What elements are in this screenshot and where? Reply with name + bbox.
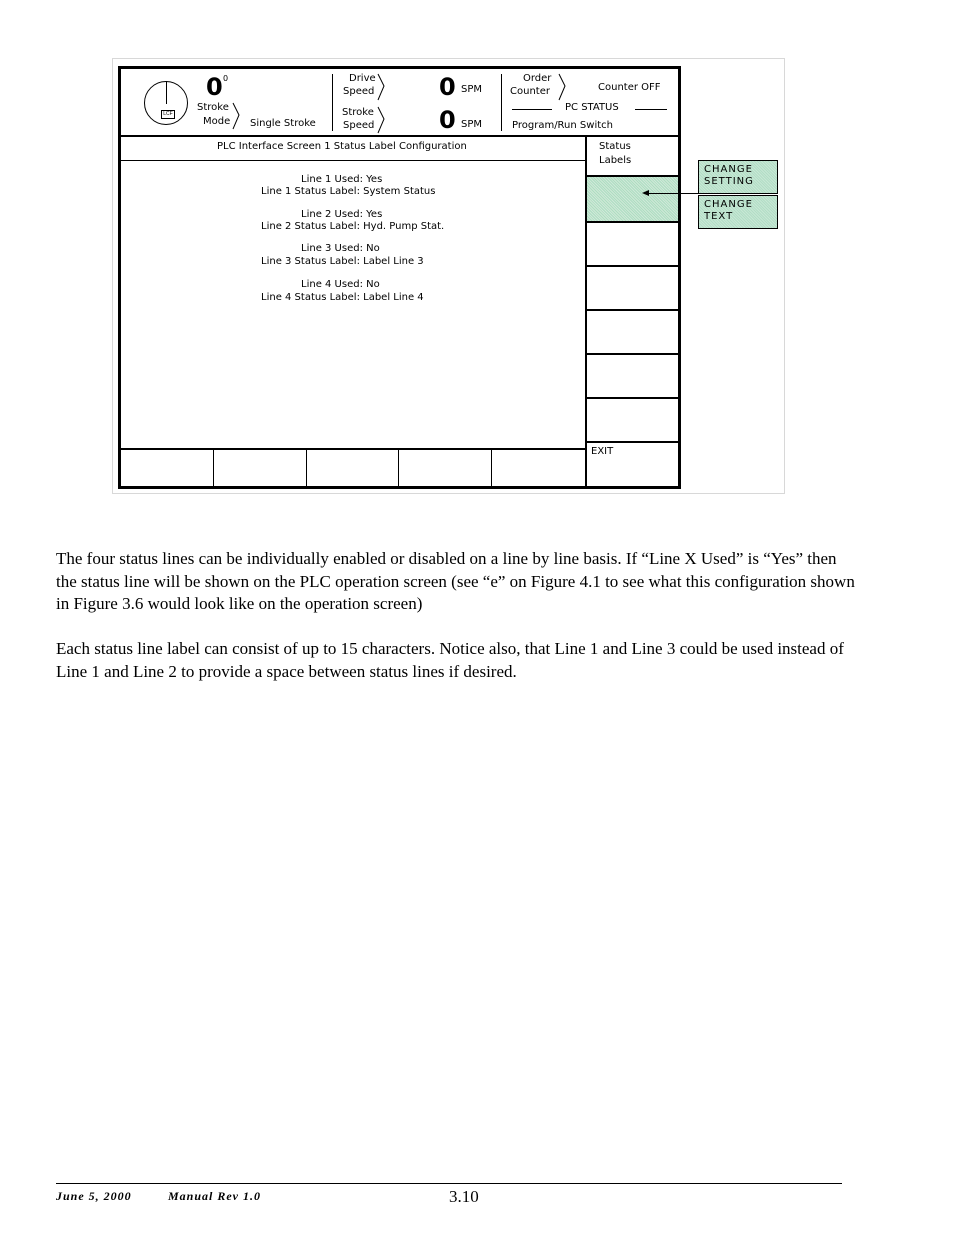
pc-status-rule-right <box>635 109 667 110</box>
exit-label: EXIT <box>591 446 614 457</box>
stroke-speed-chevron-icon <box>376 105 388 135</box>
change-setting-line-2: SETTING <box>704 176 754 187</box>
softkey-1[interactable] <box>587 175 678 221</box>
body-paragraph-2: Each status line label can consist of up to 15 characters. Notice also, that Line 1 and Line 3 could be used instead of Line 1 and Line 2 to provide a space between status lines if desired. <box>56 639 844 681</box>
order-counter-label-1: Order <box>523 73 552 84</box>
pc-status-label: PC STATUS <box>565 102 619 113</box>
stroke-mode-label-1: Stroke <box>197 102 229 113</box>
softkey-5[interactable] <box>587 353 678 397</box>
header-divider-2 <box>501 74 502 131</box>
side-title-1: Status <box>599 141 631 152</box>
side-title-2: Labels <box>599 155 632 166</box>
title-rule <box>121 160 585 161</box>
stroke-speed-label-2: Speed <box>343 120 375 131</box>
line-1-label: Line 1 Status Label: System Status <box>261 186 436 197</box>
change-text-line-2: TEXT <box>704 211 734 222</box>
change-setting-line-1: CHANGE <box>704 164 753 175</box>
line-3-label: Line 3 Status Label: Label Line 3 <box>261 256 424 267</box>
angle-unit: 0 <box>223 74 229 83</box>
bottom-softkey-2[interactable] <box>214 450 306 486</box>
footer-date: June 5, 2000 <box>56 1189 132 1203</box>
line-4-label: Line 4 Status Label: Label Line 4 <box>261 292 424 303</box>
softkey-2[interactable] <box>587 221 678 265</box>
pc-status-rule-left <box>512 109 552 110</box>
order-counter-label-2: Counter <box>510 86 550 97</box>
stroke-speed-value: 0 <box>439 106 456 134</box>
counter-status: Counter OFF <box>598 82 661 93</box>
dial-label: LCF <box>161 110 175 119</box>
program-run-switch: Program/Run Switch <box>512 120 613 131</box>
bottom-softkey-4[interactable] <box>399 450 491 486</box>
line-4-used: Line 4 Used: No <box>301 279 380 290</box>
softkey-4[interactable] <box>587 309 678 353</box>
change-setting-callout <box>698 160 778 194</box>
callout-pointer <box>648 193 698 194</box>
change-text-callout <box>698 195 778 229</box>
angle-value: 0 <box>206 73 223 101</box>
softkey-6[interactable] <box>587 397 678 441</box>
drive-speed-chevron-icon <box>376 72 388 102</box>
line-1-used: Line 1 Used: Yes <box>301 174 383 185</box>
order-counter-chevron-icon <box>557 72 569 102</box>
header-rule <box>121 135 678 137</box>
exit-button[interactable] <box>587 441 678 486</box>
drive-speed-label-1: Drive <box>349 73 376 84</box>
drive-speed-label-2: Speed <box>343 86 375 97</box>
bottom-softkey-3[interactable] <box>307 450 398 486</box>
stroke-mode-value: Single Stroke <box>250 118 316 129</box>
stroke-mode-label-2: Mode <box>203 116 231 127</box>
header-divider-1 <box>332 74 333 131</box>
stroke-speed-label-1: Stroke <box>342 107 374 118</box>
screen-title: PLC Interface Screen 1 Status Label Configuration <box>217 141 467 152</box>
stroke-mode-chevron-icon <box>231 101 243 131</box>
bottom-softkey-1[interactable] <box>121 450 213 486</box>
softkey-3[interactable] <box>587 265 678 309</box>
line-2-used: Line 2 Used: Yes <box>301 209 383 220</box>
drive-speed-value: 0 <box>439 73 456 101</box>
hmi-screen <box>118 66 681 489</box>
line-3-used: Line 3 Used: No <box>301 243 380 254</box>
bottom-softkey-5[interactable] <box>492 450 585 486</box>
stroke-speed-unit: SPM <box>461 119 483 130</box>
change-text-line-1: CHANGE <box>704 199 753 210</box>
arrow-left-icon <box>642 190 649 196</box>
body-paragraph-1: The four status lines can be individually enabled or disabled on a line by line basis. If “Line X Used” is “Yes” then the status line will be shown on the PLC operation screen (see “e” on Figure 4.1 to see what this configuration shown in Figure 3.6 would look like on the operation screen) <box>56 549 855 613</box>
drive-speed-unit: SPM <box>461 84 483 95</box>
line-2-label: Line 2 Status Label: Hyd. Pump Stat. <box>261 221 445 232</box>
page-number: 3.10 <box>449 1187 479 1206</box>
footer-revision: Manual Rev 1.0 <box>168 1189 262 1203</box>
position-dial-icon <box>144 81 188 125</box>
footer-rule <box>56 1183 842 1184</box>
